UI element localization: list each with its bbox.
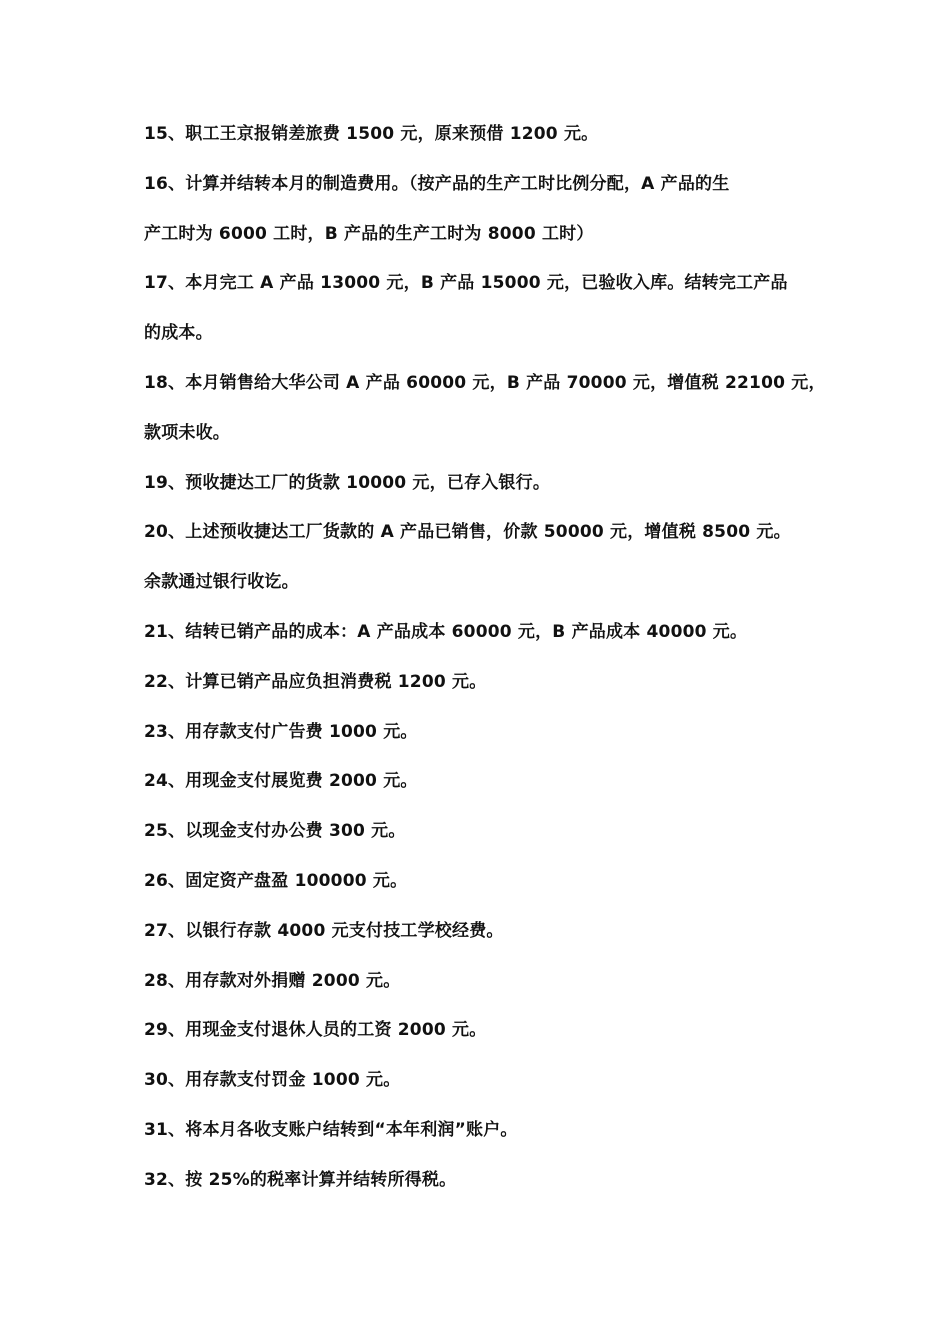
- text-line: 27、以银行存款 4000 元支付技工学校经费。: [144, 920, 504, 941]
- text-line: 31、将本月各收支账户结转到“本年利润”账户。: [144, 1119, 518, 1140]
- text-line: 产工时为 6000 工时，B 产品的生产工时为 8000 工时）: [144, 223, 594, 244]
- text-line: 30、用存款支付罚金 1000 元。: [144, 1070, 401, 1091]
- text-line: 28、用存款对外捐赠 2000 元。: [144, 970, 401, 991]
- text-line: 25、以现金支付办公费 300 元。: [144, 821, 406, 842]
- text-line: 16、计算并结转本月的制造费用。（按产品的生产工时比例分配，A 产品的生: [144, 173, 730, 194]
- text-line: 21、结转已销产品的成本：A 产品成本 60000 元，B 产品成本 40000 元。: [144, 621, 748, 642]
- text-line: 款项未收。: [144, 422, 230, 443]
- text-line: 18、本月销售给大华公司 A 产品 60000 元，B 产品 70000 元，增值税 22100 元，: [144, 372, 826, 393]
- text-line: 32、按 25%的税率计算并结转所得税。: [144, 1169, 457, 1190]
- text-line: 22、计算已销产品应负担消费税 1200 元。: [144, 671, 487, 692]
- text-line: 19、预收捷达工厂的货款 10000 元，已存入银行。: [144, 472, 551, 493]
- document-body: [144, 110, 824, 1206]
- text-line: 23、用存款支付广告费 1000 元。: [144, 721, 418, 742]
- text-line: 17、本月完工 A 产品 13000 元，B 产品 15000 元，已验收入库。结转完工产品: [144, 273, 788, 294]
- text-line: 15、职工王京报销差旅费 1500 元，原来预借 1200 元。: [144, 124, 599, 144]
- text-line: 余款通过银行收讫。: [144, 572, 299, 593]
- text-line: 24、用现金支付展览费 2000 元。: [144, 771, 418, 792]
- text-line: 20、上述预收捷达工厂货款的 A 产品已销售，价款 50000 元，增值税 8500 元。: [144, 522, 791, 543]
- text-line: 的成本。: [144, 323, 213, 344]
- text-line: 29、用现金支付退休人员的工资 2000 元。: [144, 1020, 487, 1041]
- text-line: 26、固定资产盘盈 100000 元。: [144, 870, 408, 891]
